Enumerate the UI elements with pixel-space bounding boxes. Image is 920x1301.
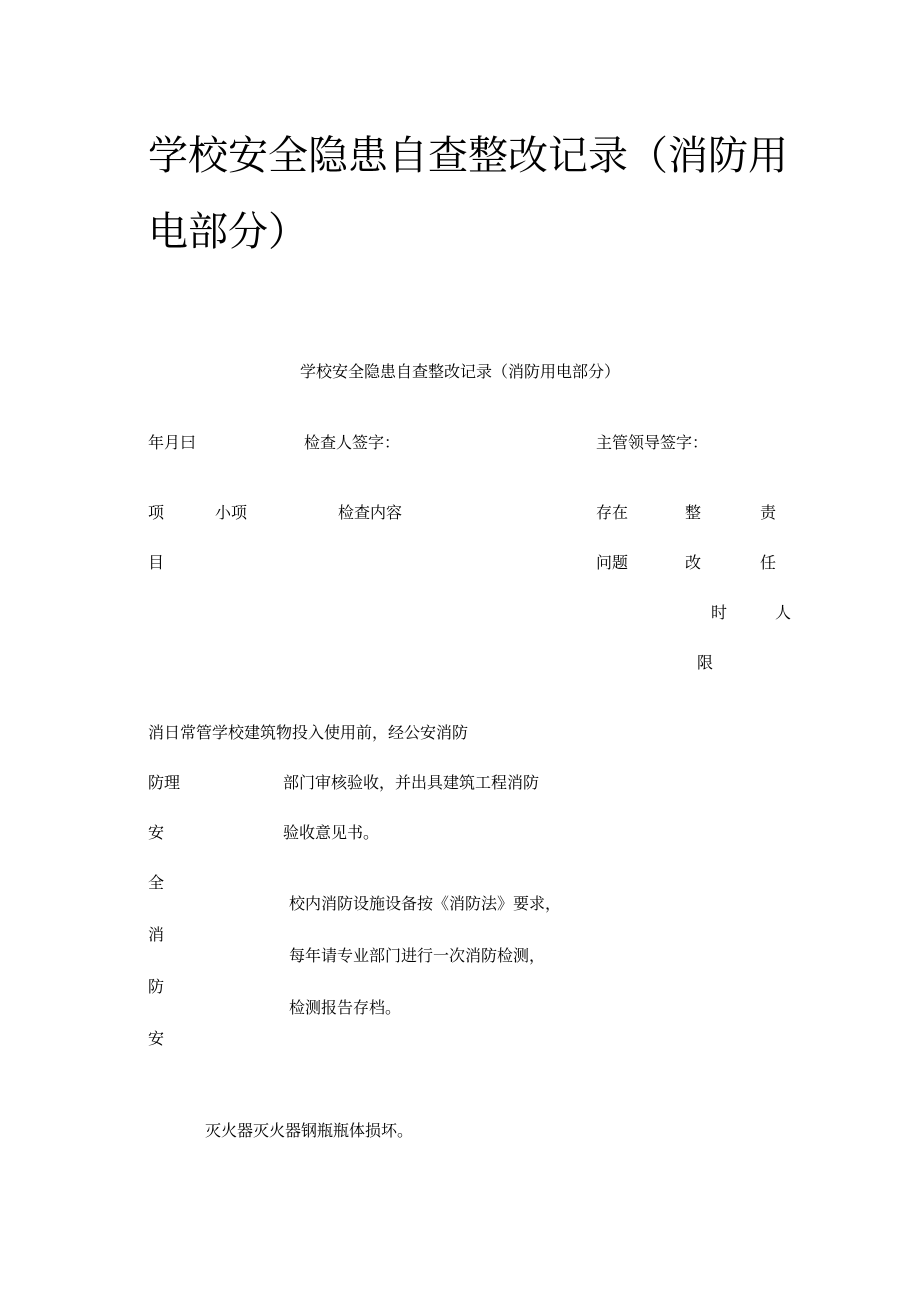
row-item-label: 防理 [148,773,181,792]
header-responsible: 人 [775,603,792,622]
header-problem: 问题 [596,553,629,572]
row-text: 消日常管学校建筑物投入使用前，经公安消防 [148,723,469,742]
row-item-char: 全 [148,873,165,892]
row-item-char: 防 [148,977,165,996]
row-item-label: 安 [148,823,165,842]
table-title: 学校安全隐患自查整改记录（消防用电部分） [300,362,621,381]
row-item-char: 安 [148,1029,165,1048]
header-deadline: 限 [697,653,714,672]
row-content: 每年请专业部门进行一次消防检测， [289,946,546,965]
supervisor-signature-label: 主管领导签字： [596,433,709,452]
header-sub-item: 小项 [215,503,248,522]
row-content: 检测报告存档。 [289,998,402,1017]
row-content: 校内消防设施设备按《消防法》要求， [289,894,562,913]
row-content: 验收意见书。 [283,823,380,842]
date-field-label: 年月曰 [148,433,197,452]
header-item: 目 [148,553,165,572]
header-responsible: 任 [760,553,777,572]
header-deadline: 整 [685,503,702,522]
row-content: 部门审核验收，并出具建筑工程消防 [283,773,540,792]
header-deadline: 改 [685,553,702,572]
document-title: 学校安全隐患自查整改记录（消防用电部分） [148,133,788,255]
header-problem: 存在 [596,503,629,522]
header-deadline: 时 [711,603,728,622]
row-item-char: 消 [148,925,165,944]
header-content: 检查内容 [338,503,403,522]
inspector-signature-label: 检查人签字： [304,433,401,452]
header-item: 项 [148,503,165,522]
header-responsible: 责 [760,503,777,522]
row-extinguisher: 灭火器灭火器钢瓶瓶体损坏。 [205,1121,414,1140]
